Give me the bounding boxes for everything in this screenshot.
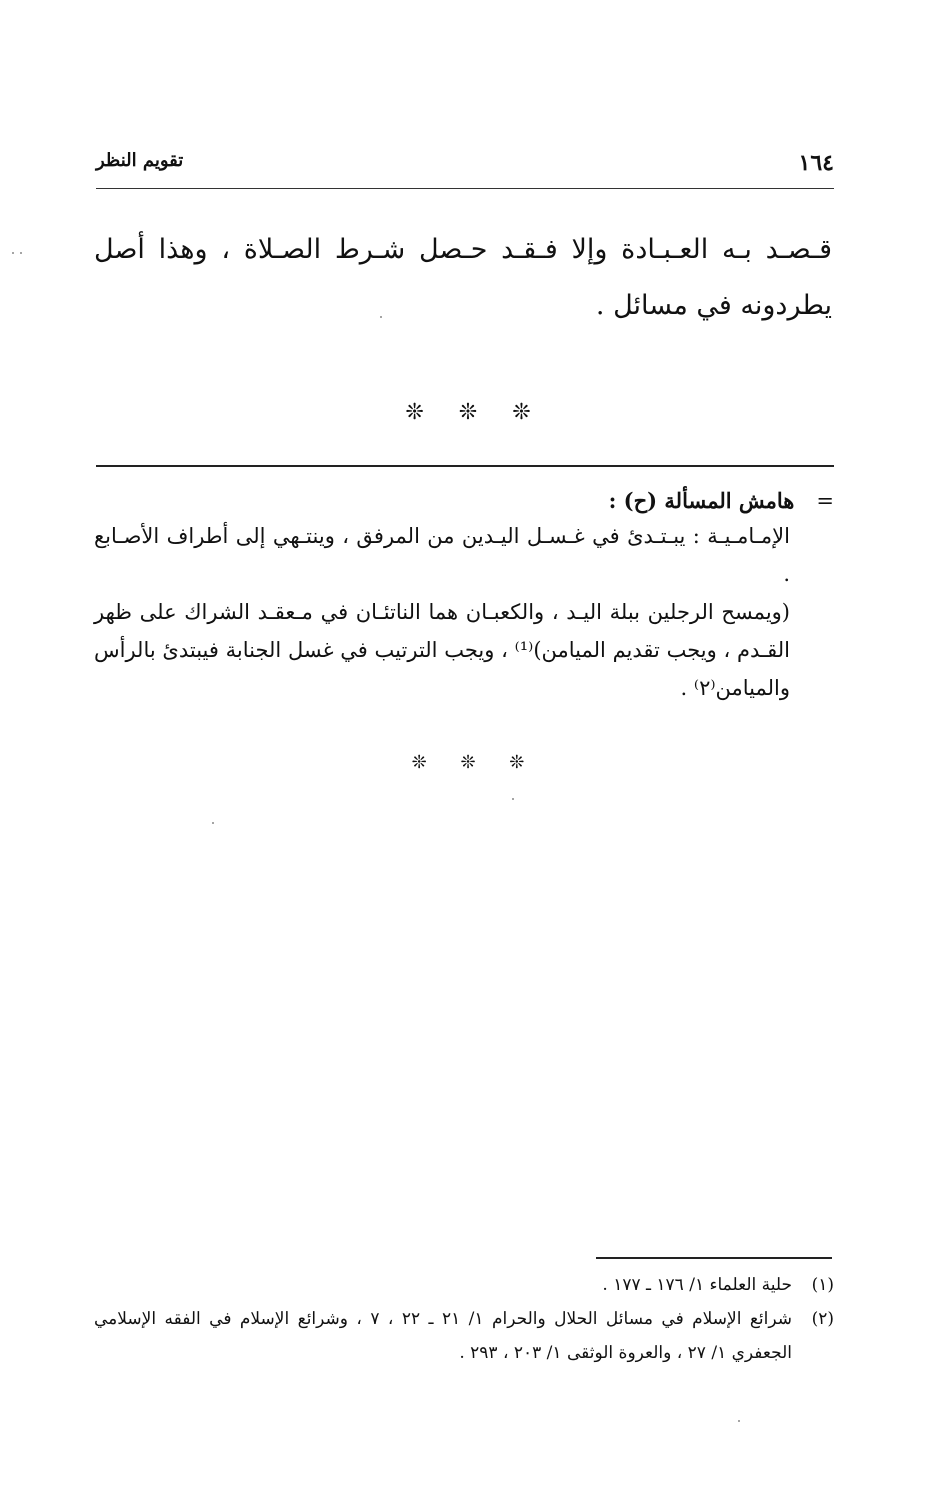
footnote: [94, 1268, 834, 1302]
continuation-marker: =: [816, 489, 834, 513]
running-title: تقويم النظر: [96, 150, 184, 171]
footnote-number: (١): [811, 1275, 834, 1295]
header-rule: [96, 188, 834, 189]
page-number: ١٦٤: [798, 150, 834, 176]
main-paragraph: قـصـد بـه العـبـادة وإلا فـقـد حـصل شـرط الصـلاة ، وهذا أصل يطردونه في مسائل .: [94, 234, 832, 321]
footnote-text: شرائع الإسلام في مسائل الحلال والحرام ١/ ٢١ ـ ٢٢ ، ٧ ، وشرائع الإسلام في الفقه الإسلامي الجعفري ١/ ٢٧ ، والعروة الوثقى ١/ ٢٠٣ ، ٢٩٣ .: [94, 1309, 793, 1363]
margin-note-line: الإمـامـيـة : يبـتـدئ في غـسـل اليـدين من المرفق ، وينتـهي إلى أطراف الأصـابع .: [94, 524, 790, 586]
section-divider: [96, 465, 834, 467]
scan-speck: [20, 252, 22, 254]
margin-note-body: [94, 517, 790, 707]
footnote-rule: [596, 1257, 832, 1259]
scan-speck: [212, 822, 214, 824]
footnotes: [94, 1268, 834, 1370]
scan-speck: [380, 316, 382, 318]
margin-note-line: (ويمسح الرجلين ببلة اليـد ، والكعبـان هما الناتئـان في مـعقـد الشراك على ظهر القـدم ، ويجب تقديم الميامن)⁽¹⁾ ، ويجب الترتيب في غسل الجنابة فيبتدئ بالرأس والميامن⁽٢⁾ .: [94, 600, 790, 700]
margin-note-title: هامش المسألة (ح) :: [608, 488, 795, 513]
scan-speck: [12, 252, 14, 254]
footnote: [94, 1302, 834, 1370]
footnote-number: (٢): [811, 1309, 834, 1329]
scan-speck: [738, 1420, 740, 1422]
end-ornament: ❊ ❊ ❊: [411, 752, 539, 773]
scan-speck: [512, 798, 514, 800]
running-head: [96, 150, 834, 190]
margin-note: [94, 485, 834, 707]
section-ornament: ❊ ❊ ❊: [405, 400, 545, 425]
margin-note-heading: [94, 485, 834, 517]
footnote-text: حلية العلماء ١/ ١٧٦ ـ ١٧٧ .: [602, 1275, 792, 1295]
